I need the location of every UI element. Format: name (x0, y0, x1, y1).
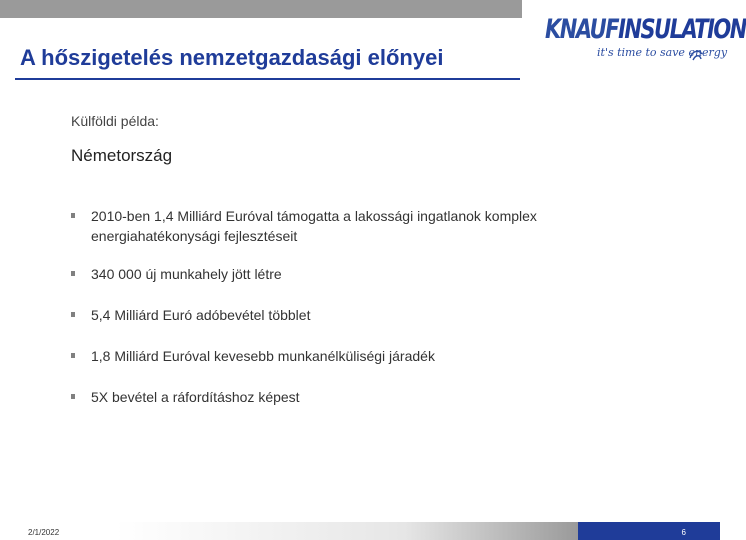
logo-brand-insulation: INSULATION (618, 14, 746, 44)
list-item (71, 387, 651, 407)
title-underline (15, 78, 520, 80)
bullet-text: 1,8 Milliárd Euróval kevesebb munkanélküliségi járadék (91, 348, 435, 364)
example-label: Külföldi példa: (71, 113, 159, 129)
bullet-text: 5,4 Milliárd Euró adóbevétel többlet (91, 307, 311, 323)
knauf-insulation-logo (541, 10, 746, 70)
logo-wordmark (545, 14, 746, 44)
country-heading: Németország (71, 146, 173, 165)
bullet-square-icon (71, 213, 75, 218)
footer-date: 2/1/2022 (28, 528, 60, 537)
bullet-square-icon (71, 353, 75, 358)
top-header-bar (0, 0, 522, 18)
bullet-text: 2010-ben 1,4 Milliárd Euróval támogatta a lakossági ingatlanok komplex energiahatékonysági fejlesztéseit (91, 208, 537, 244)
list-item (71, 264, 651, 284)
footer-gradient (0, 522, 578, 540)
logo-swirl-icon (688, 48, 704, 62)
logo-brand-knauf: KNAUF (545, 14, 619, 44)
bullet-square-icon (71, 271, 75, 276)
list-item (71, 305, 651, 325)
page-number: 6 (681, 528, 686, 537)
list-item (71, 206, 651, 246)
logo-tagline: it's time to save energy (597, 46, 728, 59)
footer-accent (578, 522, 720, 540)
bullet-square-icon (71, 312, 75, 317)
bullet-square-icon (71, 394, 75, 399)
list-item (71, 346, 651, 366)
footer-bar (0, 522, 720, 540)
bullet-text: 340 000 új munkahely jött létre (91, 266, 282, 282)
bullet-text: 5X bevétel a ráfordításhoz képest (91, 389, 300, 405)
slide-title: A hőszigetelés nemzetgazdasági előnyei (20, 45, 444, 70)
